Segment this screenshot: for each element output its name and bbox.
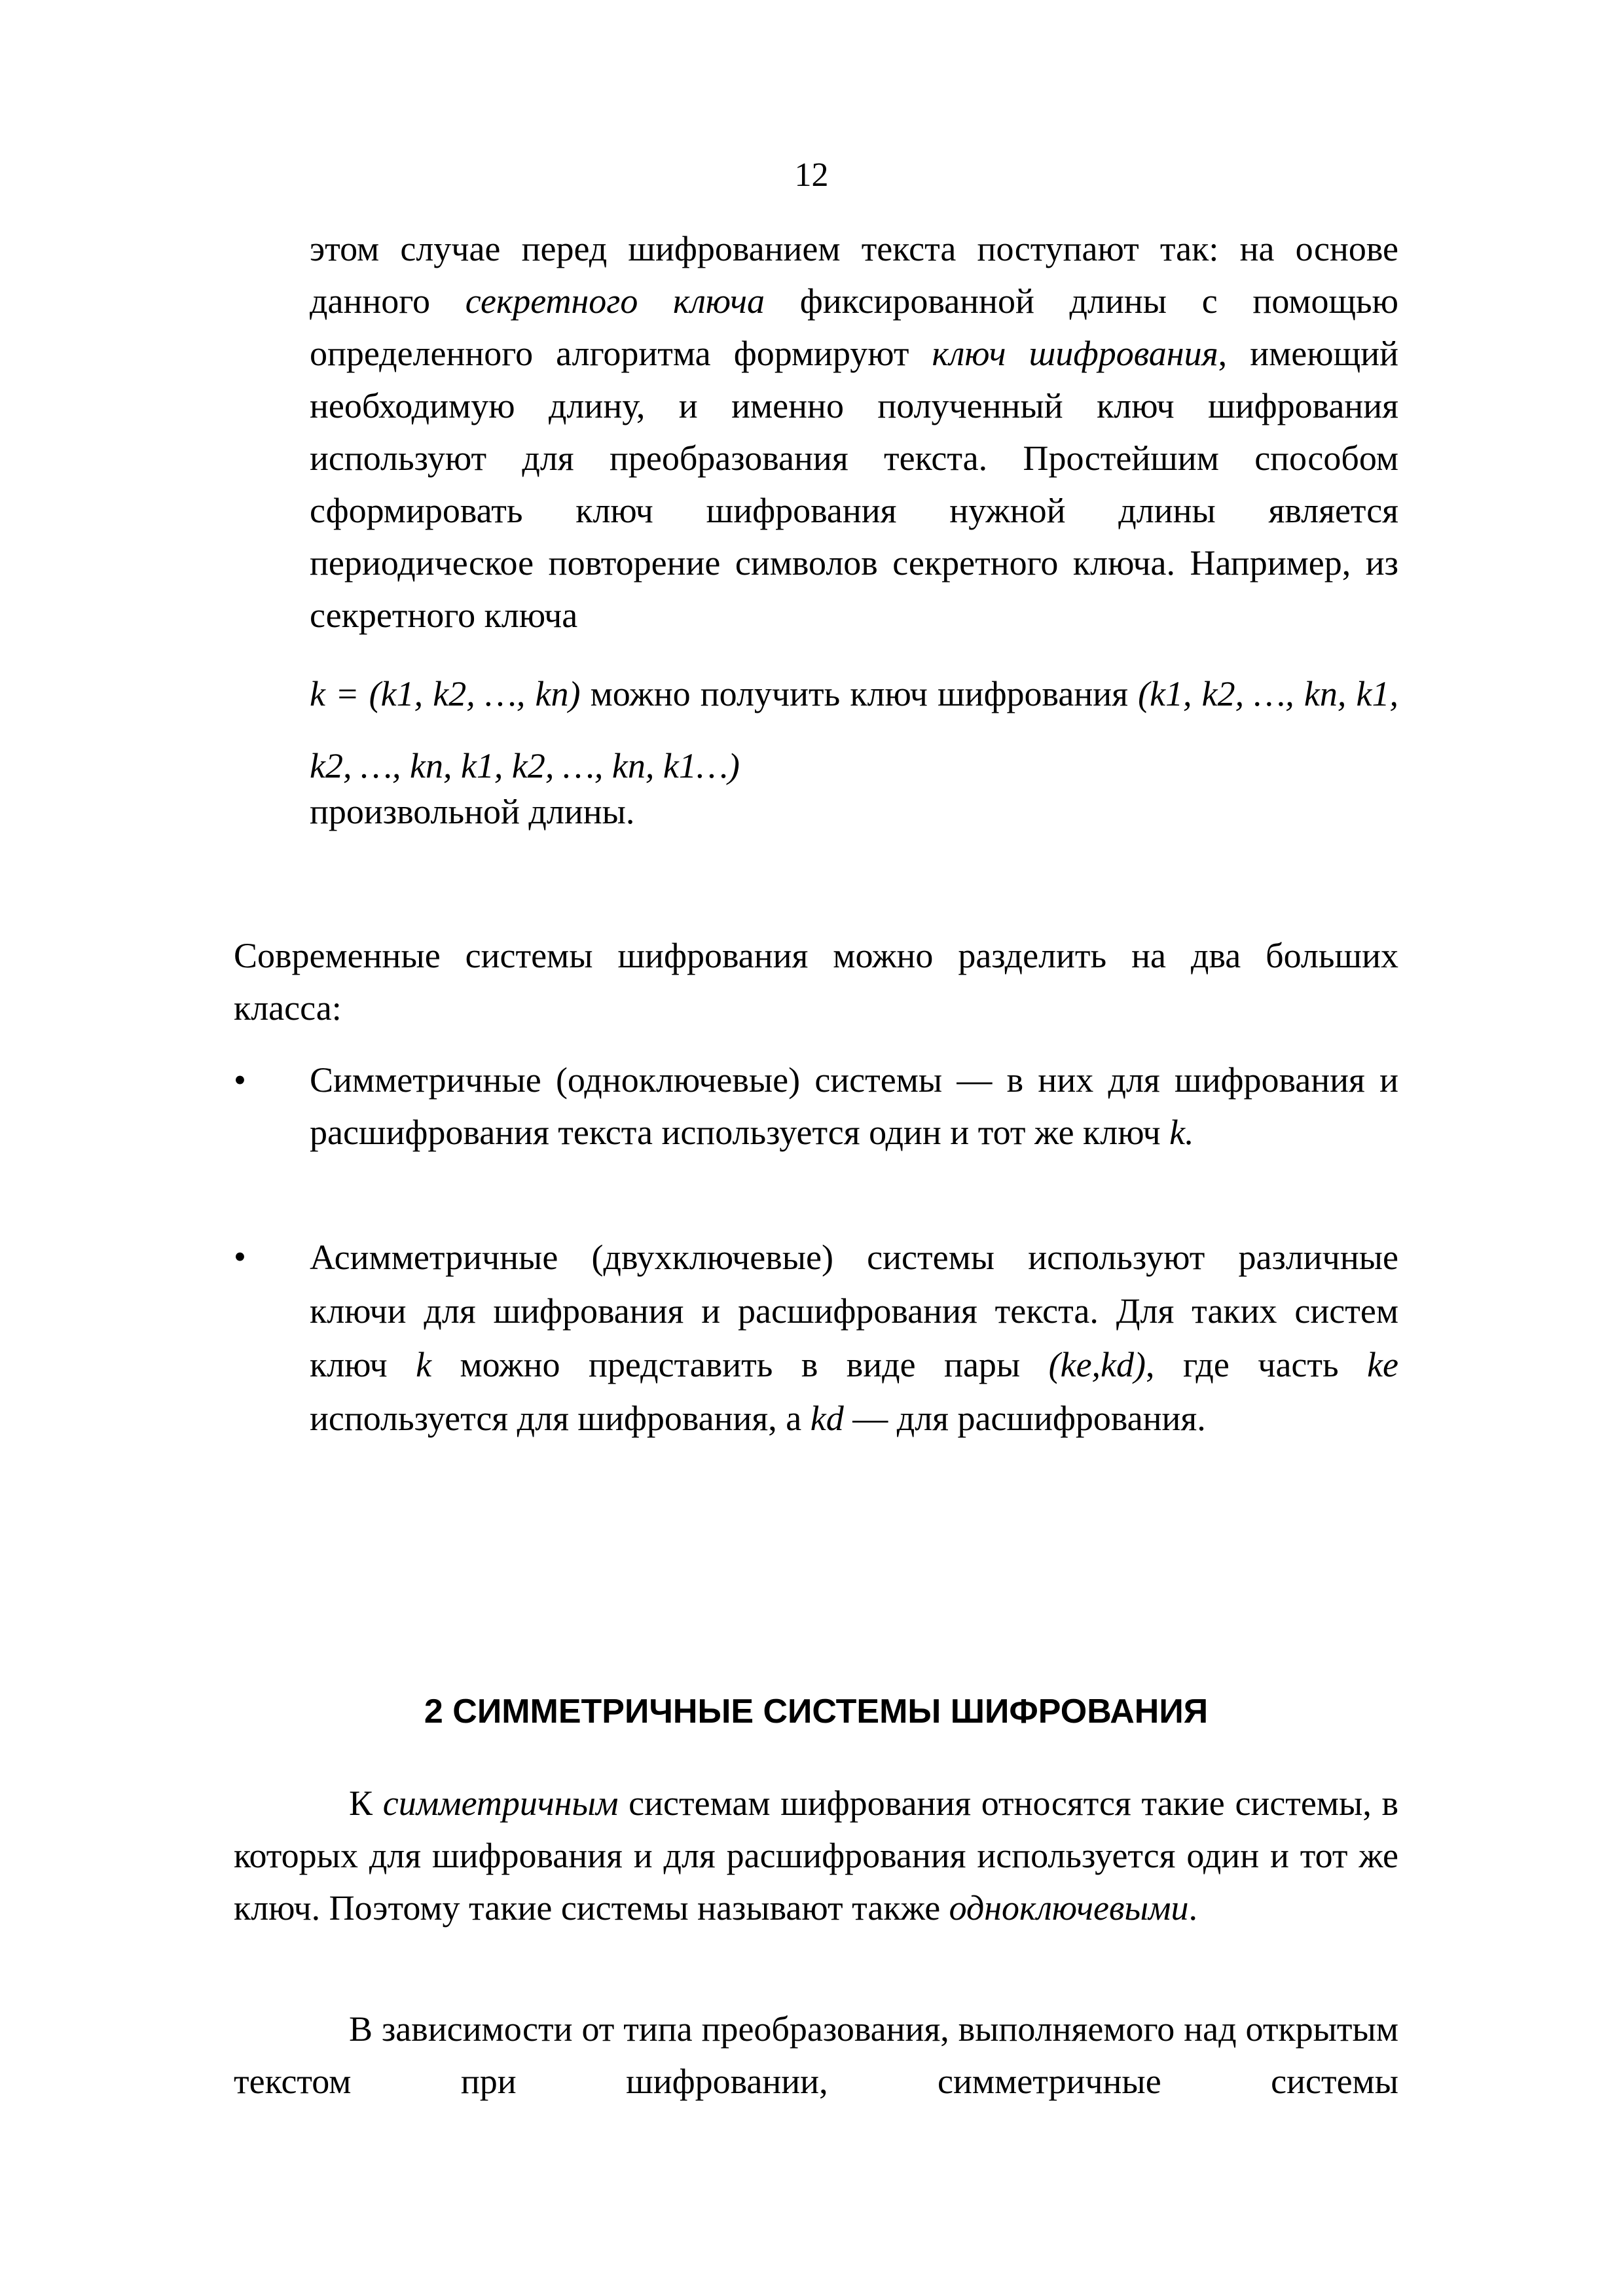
- page-number: 12: [794, 156, 829, 194]
- bullet-text-symmetric: [310, 1054, 1398, 1158]
- section-p1-a: К: [349, 1784, 373, 1823]
- continuation-text-1: этом случае перед шифрованием текста поступают так: на основе данного: [310, 229, 1398, 321]
- continuation-formula-paragraph: [310, 658, 1398, 802]
- continuation-tail: [310, 785, 1398, 838]
- bullet-marker: •: [234, 1237, 246, 1276]
- section-p1-c: .: [1188, 1888, 1198, 1928]
- bullet-asymmetric-ke: ke: [1367, 1345, 1398, 1384]
- emphasis-single-key: одноключевыми: [949, 1888, 1189, 1928]
- section-heading: 2 СИММЕТРИЧНЫЕ СИСТЕМЫ ШИФРОВАНИЯ: [424, 1693, 1209, 1731]
- emphasis-symmetric: симметричным: [382, 1784, 619, 1823]
- bullet-asymmetric-kd: kd: [810, 1399, 844, 1438]
- section-p1-b: системам шифрования относятся такие системы, в которых для шифрования и для расшифрования используется один и тот же ключ. Поэтому такие системы называют также: [234, 1784, 1399, 1928]
- bullet-asymmetric-body-d: используется для шифрования, а: [310, 1399, 802, 1438]
- bullet-symmetric-body: Симметричные (одноключевые) системы — в них для шифрования и расшифрования текста используется один и тот же ключ: [310, 1060, 1398, 1152]
- bullet-asymmetric-body-a: Асимметричные (двухключевые) системы используют различные ключи для шифрования и расшифрования текста. Для таких систем ключ: [310, 1238, 1398, 1384]
- bullet-asymmetric-body-c: , где часть: [1146, 1345, 1339, 1384]
- continuation-text-2: фиксированной длины с помощью определенного алгоритма формируют: [310, 281, 1399, 373]
- continuation-text-5: произвольной длины.: [310, 792, 635, 831]
- continuation-paragraph: [310, 223, 1398, 641]
- bullet-asymmetric-k: k: [416, 1345, 432, 1384]
- continuation-text-3: , имеющий необходимую длину, и именно полученный ключ шифрования используют для преобразования текста. Простейшим способом сформировать ключ шифрования нужной длины является периодическое повторение символов секретного ключа. Например, из секретного ключа: [310, 334, 1398, 635]
- section-paragraph-2: В зависимости от типа преобразования, выполняемого над открытым текстом при шифровании, симметричные системы: [234, 2009, 1398, 2101]
- bullet-marker: •: [234, 1060, 246, 1100]
- emphasis-encryption-key: ключ шифрования: [932, 334, 1218, 373]
- bullet-text-asymmetric: [310, 1230, 1398, 1445]
- classes-intro: Современные системы шифрования можно разделить на два больших класса:: [234, 936, 1398, 1028]
- bullet-symmetric-key: k.: [1169, 1113, 1194, 1152]
- bullet-asymmetric-body-b: можно представить в виде пары: [460, 1345, 1021, 1384]
- formula-key-sequence: (k1, k2, …, kn, k1, k2, …, kn, k1, k2, …, kn, k1…): [310, 674, 1399, 785]
- bullet-asymmetric-pair: (ke,kd): [1048, 1345, 1146, 1384]
- bullet-asymmetric-body-e: — для расшифрования.: [852, 1399, 1206, 1438]
- formula-secret-key: k = (k1, k2, …, kn): [310, 674, 581, 713]
- continuation-text-4: можно получить ключ шифрования: [590, 674, 1128, 713]
- emphasis-secret-key: секретного ключа: [465, 281, 765, 321]
- section-paragraph-1: [234, 1777, 1398, 1934]
